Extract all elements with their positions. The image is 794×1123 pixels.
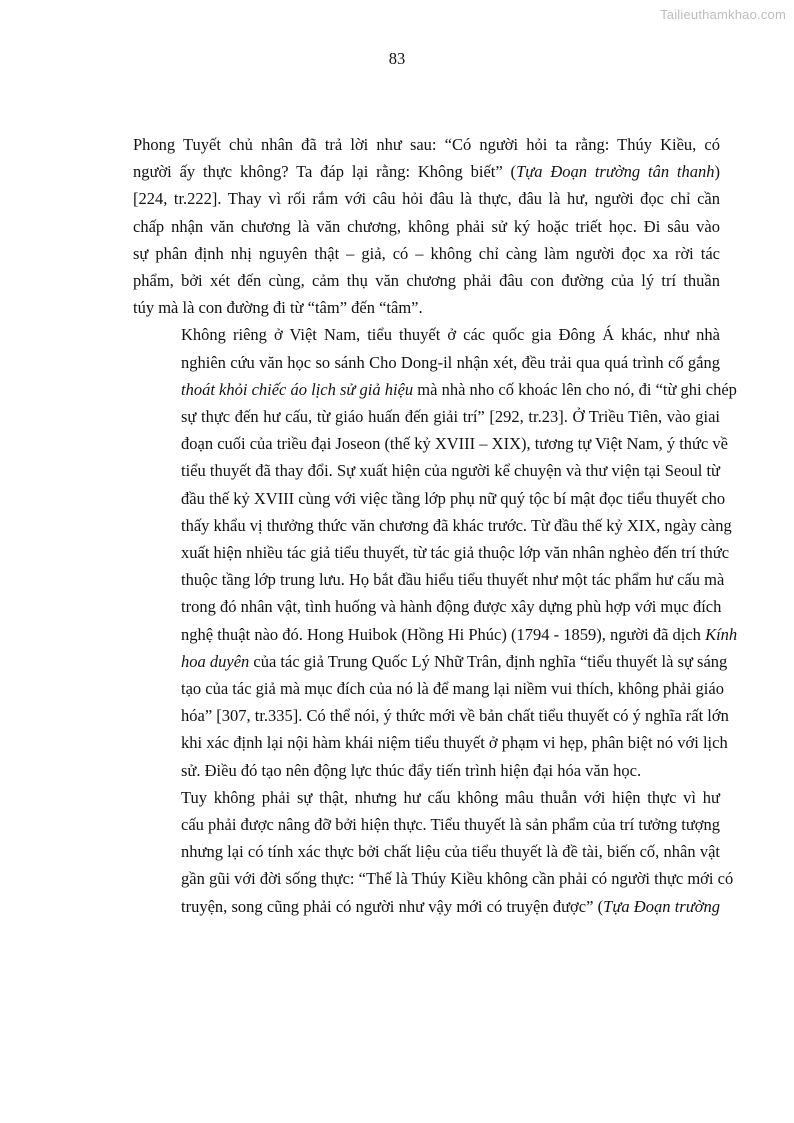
italic-title-text: hoa duyên [181, 651, 250, 671]
text-line [133, 648, 728, 675]
text-line [133, 485, 726, 512]
italic-title-text: Kính [705, 624, 738, 644]
text-line [133, 321, 720, 348]
text-line [133, 457, 720, 484]
text-run: cấu phải được nâng đỡ bởi hiện thực. Tiểu thuyết là sản phẩm của trí tưởng tượng [181, 815, 721, 835]
text-line [133, 865, 734, 892]
text-line [133, 158, 720, 185]
text-run: Tuy không phải sự thật, nhưng hư cấu không mâu thuẫn với hiện thực vì hư [181, 787, 720, 807]
page-number: 83 [388, 49, 406, 68]
text-line [133, 838, 720, 865]
watermark-text: Tailieuthamkhao.com [660, 7, 786, 22]
text-run: sử. Điều đó tạo nên động lực thúc đẩy tiến trình hiện đại hóa văn học. [181, 760, 642, 780]
text-run: [224, tr.222]. Thay vì rối rắm với câu hỏi đâu là thực, đâu là hư, người đọc chỉ cần [133, 189, 720, 209]
text-line [133, 593, 720, 620]
text-run: đầu thế kỷ XVIII cùng với việc tầng lớp phụ nữ quý tộc bí mật đọc tiểu thuyết cho [181, 488, 726, 508]
text-run: Không riêng ở Việt Nam, tiểu thuyết ở các quốc gia Đông Á khác, như nhà [181, 325, 720, 345]
italic-title-text: Tựa Đoạn trường [603, 896, 721, 916]
italic-title-text: Tựa Đoạn trường tân thanh [516, 162, 715, 182]
text-run: truyện, song cũng phải có người như vậy mới có truyện được” ( [181, 896, 604, 916]
text-line [133, 131, 720, 158]
text-run: túy mà là con đường đi từ “tâm” đến “tâm”. [133, 298, 423, 318]
text-run: ) [714, 162, 720, 182]
text-run: người ấy thực không? Ta đáp lại rằng: Không biết” ( [133, 162, 517, 182]
text-run: phẩm, bởi xét đến cùng, cảm thụ văn chương phải đâu con đường của lý trí thuần [133, 271, 720, 291]
text-line [133, 213, 720, 240]
text-line [133, 430, 728, 457]
text-run: tiểu thuyết đã thay đổi. Sự xuất hiện của người kể chuyện và thư viện tại Seoul từ [181, 461, 720, 481]
text-run: hóa” [307, tr.335]. Có thể nói, ý thức mới về bản chất tiểu thuyết có ý nghĩa rất lớn [181, 706, 729, 726]
text-line [133, 784, 720, 811]
text-line [133, 566, 725, 593]
text-line [133, 757, 720, 784]
text-line [133, 294, 720, 321]
text-run: xuất hiện nhiều tác giả tiểu thuyết, từ tác giả thuộc lớp văn nhân nghèo đến trí thức [181, 543, 730, 563]
text-run: thuộc tầng lớp trung lưu. Họ bắt đầu hiểu tiểu thuyết như một tác phẩm hư cấu mà [181, 570, 725, 590]
text-line [133, 729, 728, 756]
text-line [133, 403, 720, 430]
text-run: nghiên cứu văn học so sánh Cho Dong-il nhận xét, đều trải qua quá trình cố gắng [181, 352, 720, 372]
text-line [133, 621, 738, 648]
text-run: sự phân định nhị nguyên thật – giả, có – không chỉ càng làm người đọc xa rời tác [133, 243, 720, 263]
text-run: đoạn cuối của triều đại Joseon (thế kỷ XVIII – XIX), tương tự Việt Nam, ý thức về [181, 434, 728, 454]
text-line [133, 240, 720, 267]
text-run: khi xác định lại nội hàm khái niệm tiểu thuyết ở phạm vi hẹp, phân biệt nó với lịch [181, 733, 728, 753]
text-line [133, 675, 724, 702]
text-run: của tác giả Trung Quốc Lý Nhữ Trân, định nghĩa “tiểu thuyết là sự sáng [249, 651, 728, 671]
text-line [133, 185, 720, 212]
text-run: mà nhà nho cố khoác lên cho nó, đi “từ ghi chép [413, 379, 737, 399]
text-line [133, 267, 720, 294]
text-run: trong đó nhân vật, tình huống và hành động được xây dựng phù hợp với mục đích [181, 597, 722, 617]
text-line [133, 539, 730, 566]
document-body [133, 131, 738, 920]
text-line [133, 702, 729, 729]
italic-title-text: thoát khỏi chiếc áo lịch sử giả hiệu [181, 379, 414, 399]
text-line [133, 349, 720, 376]
text-line [133, 893, 720, 920]
text-line [133, 512, 732, 539]
text-line [133, 811, 720, 838]
text-run: tạo của tác giả mà mục đích của nó là để mang lại niềm vui thích, không phải giáo [181, 679, 724, 699]
text-run: nghệ thuật nào đó. Hong Huibok (Hồng Hi Phúc) (1794 - 1859), người đã dịch [181, 624, 706, 644]
text-run: chấp nhận văn chương là văn chương, không phải sử ký hoặc triết học. Đi sâu vào [133, 216, 720, 236]
text-run: nhưng lại có tính xác thực bởi chất liệu của tiểu thuyết là đề tài, biến cố, nhân vật [181, 842, 720, 862]
text-run: sự thực đến hư cấu, từ giáo huấn đến giải trí” [292, tr.23]. Ở Triều Tiên, vào giai [181, 407, 720, 427]
paragraph-3 [133, 784, 734, 920]
text-line [133, 376, 737, 403]
text-run: gần gũi với đời sống thực: “Thế là Thúy Kiều không cần phải có người thực mới có [181, 869, 734, 889]
text-run: thấy khẩu vị thưởng thức văn chương đã khác trước. Từ đầu thế kỷ XIX, ngày càng [181, 515, 732, 535]
text-run: Phong Tuyết chủ nhân đã trả lời như sau: “Có người hỏi ta rằng: Thúy Kiều, có [133, 135, 720, 154]
paragraph-2 [133, 321, 738, 783]
paragraph-1 [133, 131, 720, 321]
